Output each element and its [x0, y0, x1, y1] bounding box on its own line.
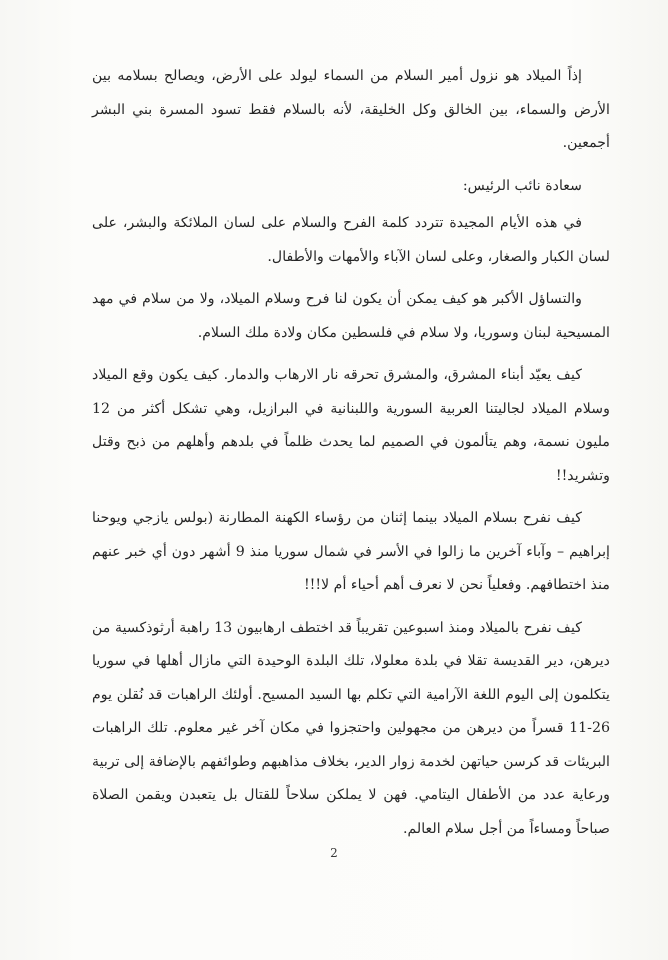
paragraph-maaloula-nuns: كيف نفرح بالميلاد ومنذ اسبوعين تقريباً قد اختطف ارهابيون 13 راهبة أرثوذكسية من ديرهن، دير القديسة تقلا في بلدة معلولا، تلك البلدة الوحيدة التي مازال أهلها في سوريا يتكلمون إلى اليوم اللغة الآرامية التي تكلم بها السيد المسيح. أولئك الراهبات قد نُقلن يوم 26-11 قسراً من ديرهن من مجهولين واحتجزوا في مكان آخر غير معلوم. تلك الراهبات البريئات قد كرسن حياتهن لخدمة زوار الدير، بخلاف مذاهبهم وطوائفهم بالإضافة إلى تربية ورعاية عدد من الأطفال اليتامي. فهن لا يملكن سلاحاً للقتال بل يتعبدن ويقمن الصلاة صباحاً ومساءاً من أجل سلام العالم.: [92, 619, 610, 837]
paragraph-greater-question: والتساؤل الأكبر هو كيف يمكن أن يكون لنا فرح وسلام الميلاد، ولا من سلام في مهد المسيحية لبنان وسوريا، ولا سلام في فلسطين مكان ولادة ملك السلام.: [92, 291, 610, 341]
document-body: [92, 60, 610, 855]
paragraph-christmas-meaning: إذاً الميلاد هو نزول أمير السلام من السماء ليولد على الأرض، ويصالح بسلامه بين الأرض والسماء، بين الخالق وكل الخليقة، لأنه بالسلام فقط تسود المسرة بني البشر أجمعين.: [92, 68, 610, 151]
paragraph-joy-and-peace: في هذه الأيام المجيدة تتردد كلمة الفرح والسلام على لسان الملائكة والبشر، على لسان الكبار والصغار، وعلى لسان الآباء والأمهات والأطفال.: [92, 215, 610, 265]
salutation-vice-president: سعادة نائب الرئيس:: [462, 177, 582, 194]
paragraph-levant-community: كيف يعيّد أبناء المشرق، والمشرق تحرقه نار الارهاب والدمار. كيف يكون وقع الميلاد وسلام الميلاد لجاليتنا العربية السورية واللبنانية في البرازيل، وهي تشكل أكثر من 12 مليون نسمة، وهم يتألمون في الصميم لما يحدث ظلماً في بلدهم وأهلهم من ذبح وقتل وتشريد!!: [92, 367, 610, 484]
page-number: 2: [330, 846, 338, 860]
paragraph-kidnapped-bishops: كيف نفرح بسلام الميلاد بينما إثنان من رؤساء الكهنة المطارنة (بولس يازجي ويوحنا إبراهيم – وآباء آخرين ما زالوا في الأسر في شمال سوريا منذ 9 أشهر دون أي خبر عنهم منذ اختطافهم. وفعلياً نحن لا نعرف أهم أحياء أم لا!!!: [92, 510, 610, 593]
